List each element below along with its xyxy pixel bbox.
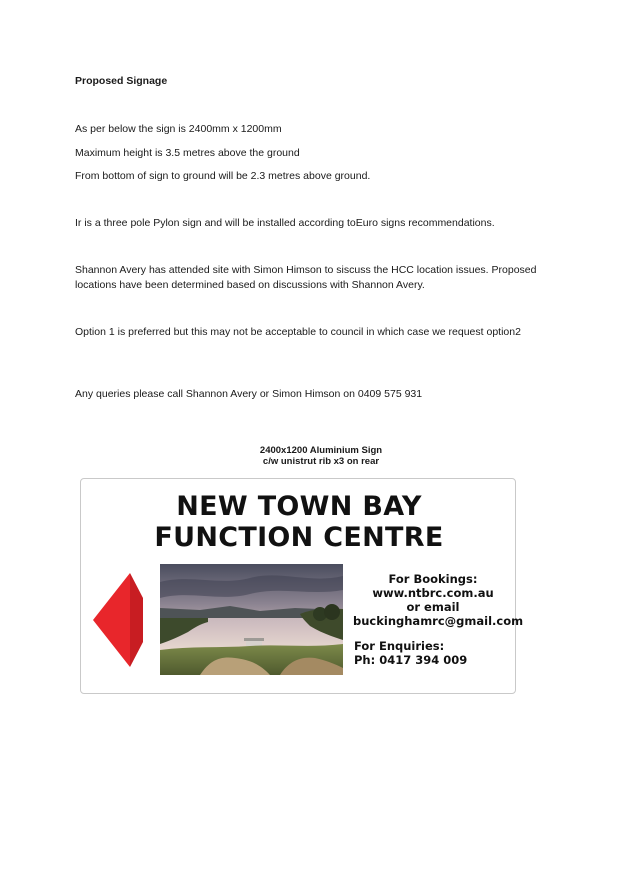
sign-title bbox=[81, 491, 517, 553]
booking-website: www.ntbrc.com.au bbox=[372, 586, 494, 600]
booking-or-email: or email bbox=[406, 600, 460, 614]
sign-size-text: As per below the sign is 2400mm x 1200mm bbox=[75, 123, 282, 135]
site-visit-text: Shannon Avery has attended site with Simon Himson to siscuss the HCC location issues. Proposed locations have been determined based on discussions with Shannon Avery. bbox=[75, 264, 537, 291]
option-text: Option 1 is preferred but this may not be acceptable to council in which case we request option2 bbox=[75, 326, 521, 338]
enquiry-info bbox=[354, 639, 467, 667]
enquiry-label: For Enquiries: bbox=[354, 639, 445, 653]
sign-mockup bbox=[80, 478, 524, 694]
booking-label: For Bookings: bbox=[388, 572, 478, 586]
sign-caption bbox=[0, 445, 622, 467]
max-height-text: Maximum height is 3.5 metres above the ground bbox=[75, 147, 300, 159]
pylon-sign-text: Ir is a three pole Pylon sign and will be installed according toEuro signs recommendations. bbox=[75, 217, 495, 229]
ground-clearance-text: From bottom of sign to ground will be 2.3 metres above ground. bbox=[75, 170, 371, 182]
sign-caption-rib: c/w unistrut rib x3 on rear bbox=[262, 456, 380, 467]
proposed-signage-heading: Proposed Signage bbox=[75, 75, 168, 87]
left-arrow-icon bbox=[93, 573, 145, 667]
queries-text: Any queries please call Shannon Avery or Simon Himson on 0409 575 931 bbox=[75, 388, 423, 400]
sign-title-line1: NEW TOWN BAY bbox=[176, 491, 422, 522]
sign-title-line2: FUNCTION CENTRE bbox=[154, 522, 444, 553]
lake-photo bbox=[160, 564, 343, 675]
enquiry-phone: Ph: 0417 394 009 bbox=[354, 653, 468, 667]
booking-email: buckinghamrc@gmail.com bbox=[353, 614, 524, 628]
sign-caption-material: 2400x1200 Aluminium Sign bbox=[259, 445, 383, 456]
booking-info bbox=[353, 572, 524, 628]
